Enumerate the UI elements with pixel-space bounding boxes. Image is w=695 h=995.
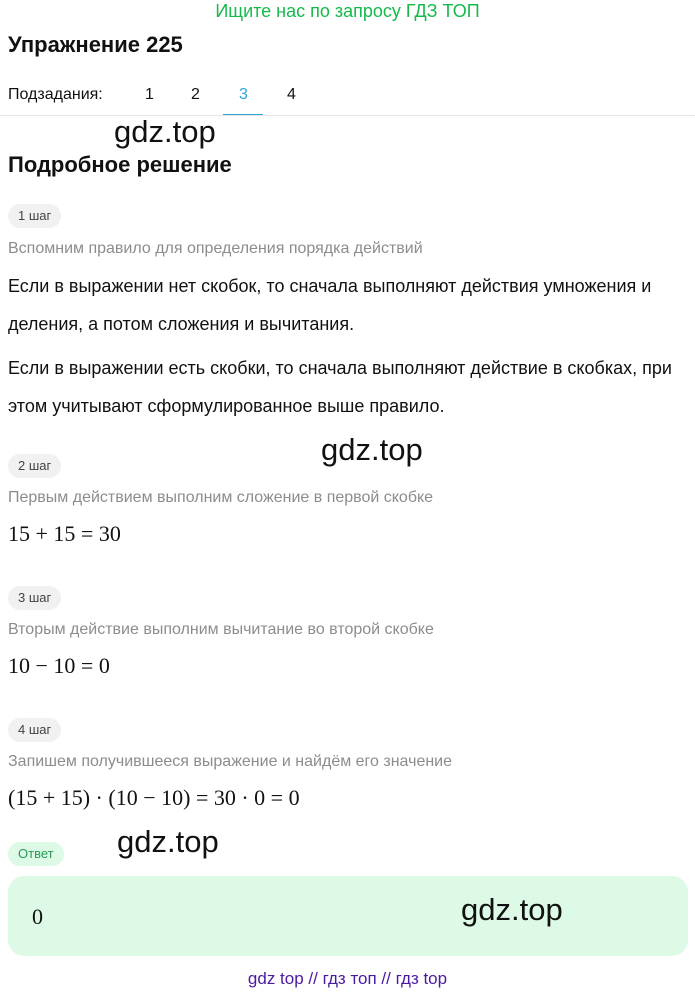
step-3-formula: 10 − 10 = 0 [8,653,110,678]
step-4-badge: 4 шаг [8,718,61,742]
answer-value: 0 [32,904,43,929]
step-4-hint: Запишем получившееся выражение и найдём его значение [8,753,453,770]
step-1-paragraph-1: Если в выражении нет скобок, то сначала выполняют действия умножения и деления, а потом сложения и вычитания. [8,276,652,334]
step-2-badge: 2 шаг [8,454,61,478]
step-4-formula: (15 + 15) · (10 − 10) = 30 · 0 = 0 [8,785,300,810]
watermark: gdz.top [117,824,219,859]
step-3-badge: 3 шаг [8,586,61,610]
watermark: gdz.top [321,432,423,467]
footer-links[interactable]: gdz top // гдз топ // гдз top [247,969,448,988]
answer-box [8,876,688,956]
step-1-hint: Вспомним правило для определения порядка действий [8,240,423,257]
section-title: Подробное решение [8,152,232,177]
tab-2[interactable]: 2 [191,86,200,103]
step-3-hint: Вторым действие выполним вычитание во второй скобке [8,621,434,638]
tab-1[interactable]: 1 [145,86,154,103]
step-1-badge: 1 шаг [8,204,61,228]
subtasks-label: Подзадания: [8,86,103,103]
watermark: gdz.top [114,114,216,149]
tab-4[interactable]: 4 [287,86,296,103]
step-2-hint: Первым действием выполним сложение в первой скобке [8,489,434,506]
promo-banner[interactable]: Ищите нас по запросу ГДЗ ТОП [215,1,480,21]
step-2-formula: 15 + 15 = 30 [8,521,121,546]
answer-badge: Ответ [8,842,64,866]
tab-3[interactable]: 3 [239,86,248,103]
watermark: gdz.top [461,892,563,927]
page-title: Упражнение 225 [8,32,183,57]
tabs-divider [0,115,695,116]
step-1-paragraph-2: Если в выражении есть скобки, то сначала выполняют действие в скобках, при этом учитывают сформулированное выше правило. [8,358,672,416]
